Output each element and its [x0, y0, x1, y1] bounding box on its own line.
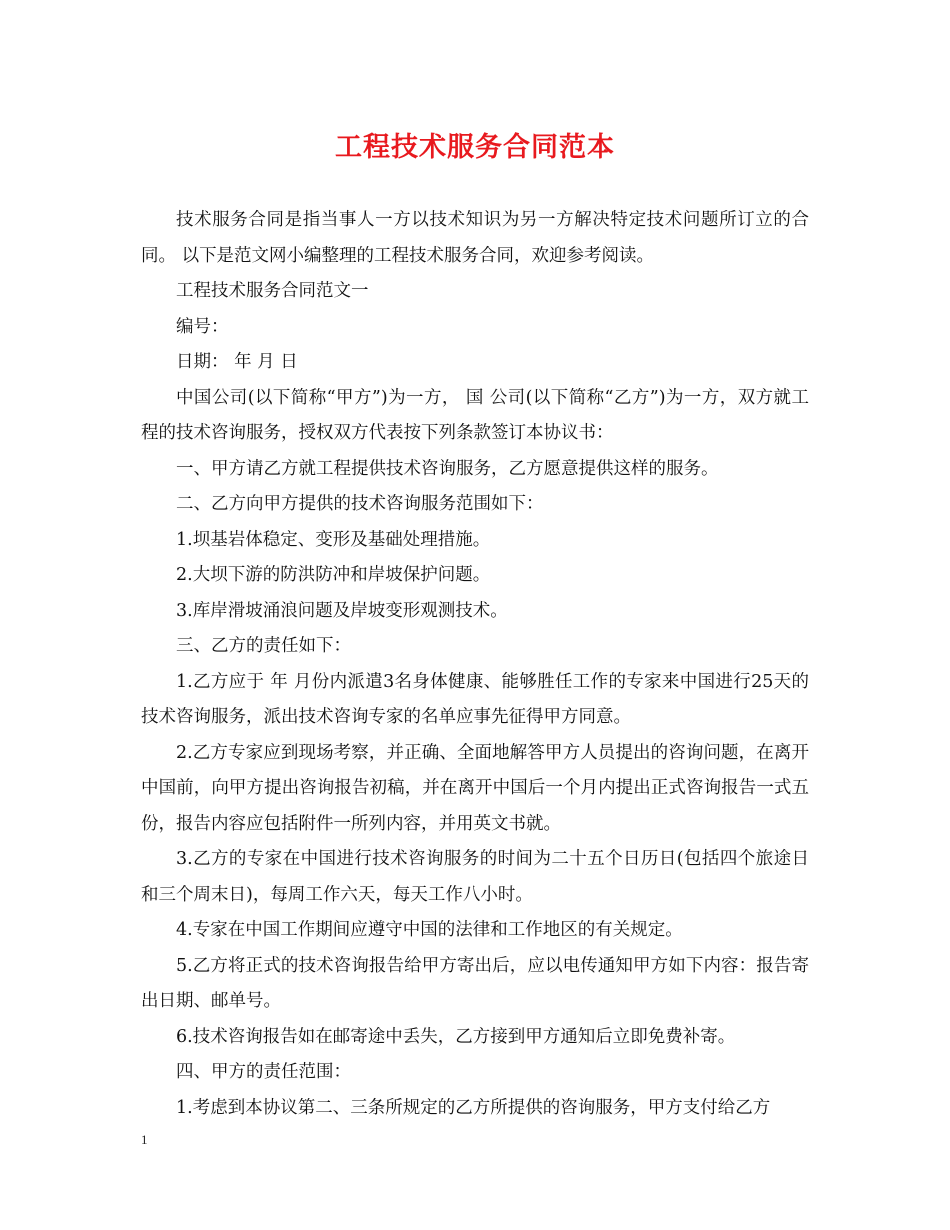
paragraph-clause-4: 四、甲方的责任范围： — [176, 1062, 351, 1082]
paragraph-clause-3-item-6: 6.技术咨询报告如在邮寄途中丢失，乙方接到甲方通知后立即免费补寄。 — [176, 1026, 736, 1047]
paragraph-clause-2-item-2: 2.大坝下游的防洪防冲和岸坡保护问题。 — [176, 565, 491, 585]
paragraph-clause-1: 一、甲方请乙方就工程提供技术咨询服务，乙方愿意提供这样的服务。 — [176, 458, 719, 479]
paragraph-clause-3-item-5: 5.乙方将正式的技术咨询报告给甲方寄出后，应以电传通知甲方如下内容：报告寄出日期、邮单号。 — [141, 955, 809, 1011]
paragraph-sample-heading: 工程技术服务合同范文一 — [176, 281, 369, 301]
paragraph-clause-2-item-1: 1.坝基岩体稳定、变形及基础处理措施。 — [176, 529, 491, 550]
paragraph-intro: 技术服务合同是指当事人一方以技术知识为另一方解决特定技术问题所订立的合同。 以下是范文网小编整理的工程技术服务合同，欢迎参考阅读。 — [141, 210, 809, 266]
paragraph-date-field: 日期： 年 月 日 — [176, 352, 298, 372]
paragraph-clause-3-item-4: 4.专家在中国工作期间应遵守中国的法律和工作地区的有关规定。 — [176, 920, 683, 940]
document-title: 工程技术服务合同范本 — [335, 132, 615, 163]
paragraph-clause-2: 二、乙方向甲方提供的技术咨询服务范围如下： — [176, 494, 544, 514]
paragraph-clause-4-item-1: 1.考虑到本协议第二、三条所规定的乙方所提供的咨询服务，甲方支付给乙方 — [176, 1097, 771, 1118]
paragraph-clause-3-item-3: 3.乙方的专家在中国进行技术咨询服务的时间为二十五个日历日(包括四个旅途日和三个周末日)，每周工作六天，每天工作八小时。 — [141, 849, 809, 905]
paragraph-parties: 中国公司(以下简称“甲方”)为一方， 国 公司(以下简称“乙方”)为一方，双方就工程的技术咨询服务，授权双方代表按下列条款签订本协议书： — [141, 387, 809, 443]
page-number: 1 — [141, 1132, 148, 1147]
document-body — [141, 203, 809, 1126]
paragraph-number-field: 编号： — [176, 316, 229, 337]
paragraph-clause-3: 三、乙方的责任如下： — [176, 636, 351, 656]
paragraph-clause-3-item-2: 2.乙方专家应到现场考察，并正确、全面地解答甲方人员提出的咨询问题，在离开中国前，向甲方提出咨询报告初稿，并在离开中国后一个月内提出正式咨询报告一式五份，报告内容应包括附件一所列内容，并用英文书就。 — [141, 742, 809, 834]
paragraph-clause-3-item-1: 1.乙方应于 年 月份内派遣3名身体健康、能够胜任工作的专家来中国进行25天的技术咨询服务，派出技术咨询专家的名单应事先征得甲方同意。 — [141, 671, 809, 727]
paragraph-clause-2-item-3: 3.库岸滑坡涌浪问题及岸坡变形观测技术。 — [176, 600, 508, 621]
